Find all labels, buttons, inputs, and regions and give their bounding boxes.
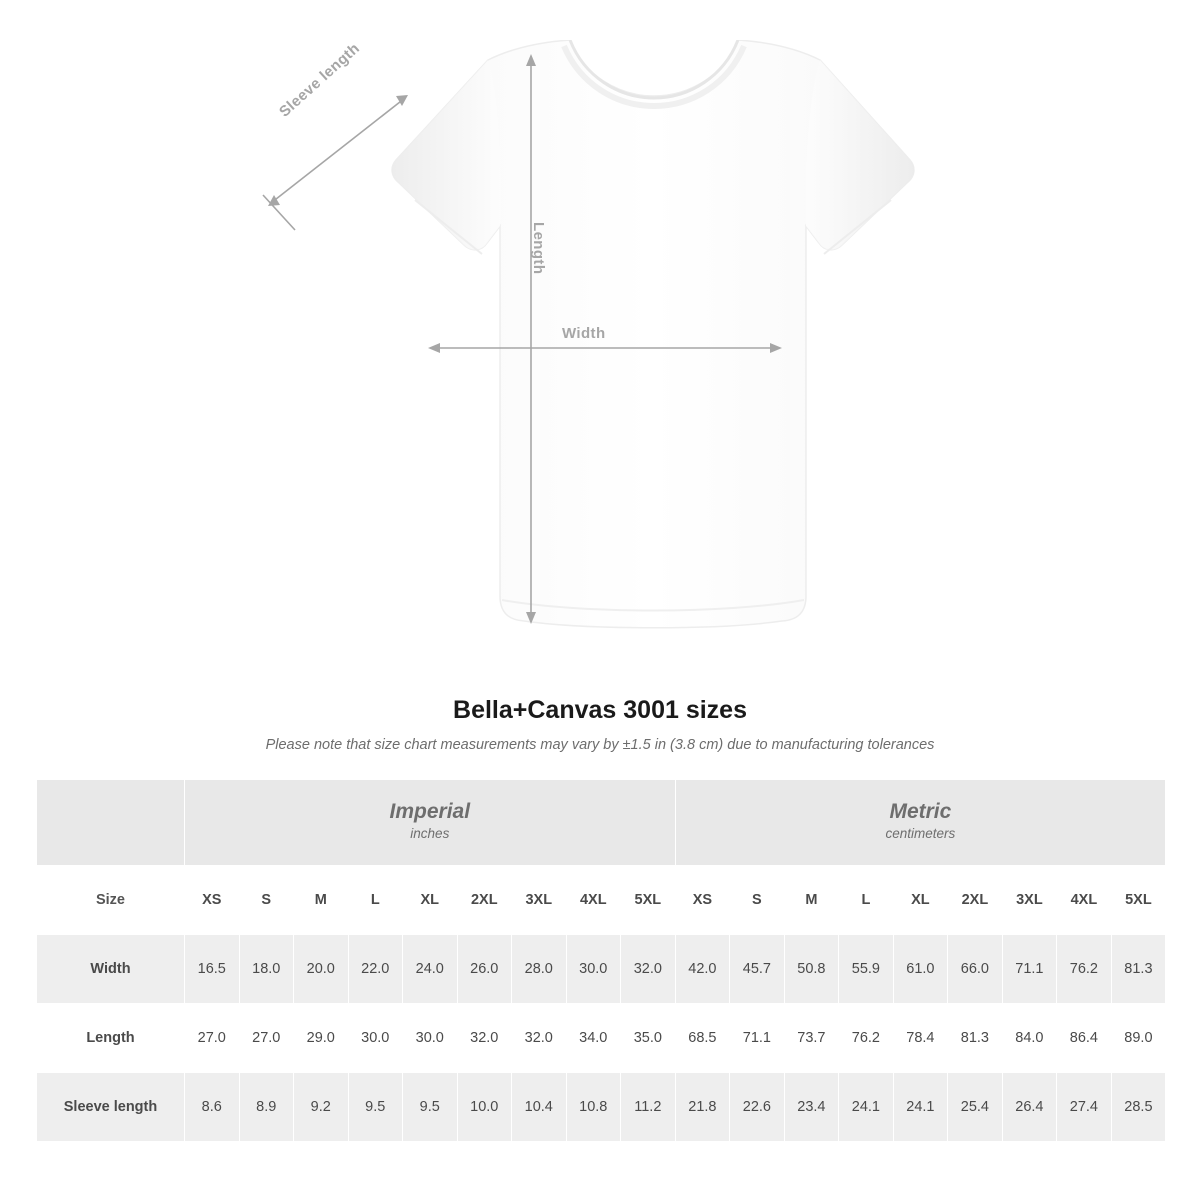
table-head	[37, 780, 1166, 935]
cell: 71.1	[730, 1004, 785, 1073]
cell: 27.0	[239, 1004, 294, 1073]
cell: 86.4	[1057, 1004, 1112, 1073]
cell: 34.0	[566, 1004, 621, 1073]
cell: 8.9	[239, 1073, 294, 1142]
row-label-width: Width	[37, 935, 185, 1004]
size-col-header: S	[730, 866, 785, 935]
cell: 29.0	[294, 1004, 349, 1073]
table-body	[37, 935, 1166, 1142]
tolerance-note: Please note that size chart measurements may vary by ±1.5 in (3.8 cm) due to manufacturing tolerances	[265, 737, 935, 753]
size-col-header: 4XL	[1057, 866, 1112, 935]
cell: 9.5	[403, 1073, 458, 1142]
size-col-header: 5XL	[1111, 866, 1166, 935]
cell: 24.0	[403, 935, 458, 1004]
size-col-header: 4XL	[566, 866, 621, 935]
cell: 89.0	[1111, 1004, 1166, 1073]
cell: 28.5	[1111, 1073, 1166, 1142]
cell: 32.0	[457, 1004, 512, 1073]
measurement-lines	[250, 40, 950, 660]
unit-imperial-name: Imperial	[389, 800, 471, 824]
size-col-header: L	[839, 866, 894, 935]
cell: 9.5	[348, 1073, 403, 1142]
size-col-header: L	[348, 866, 403, 935]
unit-header-row	[37, 780, 1166, 866]
size-col-header: XL	[893, 866, 948, 935]
cell: 27.0	[185, 1004, 240, 1073]
size-col-header: M	[784, 866, 839, 935]
cell: 61.0	[893, 935, 948, 1004]
length-label: Length	[530, 222, 547, 275]
unit-metric	[675, 780, 1166, 866]
cell: 24.1	[893, 1073, 948, 1142]
table-row	[37, 1004, 1166, 1073]
cell: 78.4	[893, 1004, 948, 1073]
size-col-header: S	[239, 866, 294, 935]
cell: 10.0	[457, 1073, 512, 1142]
cell: 66.0	[948, 935, 1003, 1004]
cell: 20.0	[294, 935, 349, 1004]
size-col-header: XL	[403, 866, 458, 935]
cell: 42.0	[675, 935, 730, 1004]
table-row	[37, 1073, 1166, 1142]
size-header-label: Size	[37, 866, 185, 935]
cell: 8.6	[185, 1073, 240, 1142]
cell: 23.4	[784, 1073, 839, 1142]
cell: 71.1	[1002, 935, 1057, 1004]
cell: 30.0	[566, 935, 621, 1004]
sleeve-length-label: Sleeve length	[276, 39, 364, 121]
cell: 73.7	[784, 1004, 839, 1073]
size-header-row	[37, 866, 1166, 935]
cell: 35.0	[621, 1004, 676, 1073]
cell: 27.4	[1057, 1073, 1112, 1142]
cell: 10.4	[512, 1073, 567, 1142]
cell: 76.2	[839, 1004, 894, 1073]
size-col-header: 5XL	[621, 866, 676, 935]
cell: 81.3	[1111, 935, 1166, 1004]
cell: 76.2	[1057, 935, 1112, 1004]
size-col-header: M	[294, 866, 349, 935]
cell: 24.1	[839, 1073, 894, 1142]
size-table	[36, 779, 1166, 1142]
cell: 25.4	[948, 1073, 1003, 1142]
size-col-header: 2XL	[457, 866, 512, 935]
cell: 84.0	[1002, 1004, 1057, 1073]
page-title: Bella+Canvas 3001 sizes	[453, 696, 747, 724]
unit-metric-sub: centimeters	[885, 826, 956, 842]
table-row	[37, 935, 1166, 1004]
cell: 68.5	[675, 1004, 730, 1073]
cell: 81.3	[948, 1004, 1003, 1073]
cell: 28.0	[512, 935, 567, 1004]
cell: 22.0	[348, 935, 403, 1004]
unit-metric-name: Metric	[889, 800, 952, 824]
cell: 11.2	[621, 1073, 676, 1142]
unit-imperial-sub: inches	[410, 826, 450, 842]
cell: 32.0	[512, 1004, 567, 1073]
width-label: Width	[562, 325, 606, 342]
cell: 32.0	[621, 935, 676, 1004]
cell: 18.0	[239, 935, 294, 1004]
cell: 30.0	[403, 1004, 458, 1073]
cell: 26.0	[457, 935, 512, 1004]
chart-header	[0, 696, 1200, 753]
cell: 22.6	[730, 1073, 785, 1142]
cell: 45.7	[730, 935, 785, 1004]
size-col-header: 3XL	[512, 866, 567, 935]
row-label-length: Length	[37, 1004, 185, 1073]
cell: 16.5	[185, 935, 240, 1004]
cell: 10.8	[566, 1073, 621, 1142]
cell: 50.8	[784, 935, 839, 1004]
row-label-sleeve-length: Sleeve length	[37, 1073, 185, 1142]
size-col-header: 3XL	[1002, 866, 1057, 935]
cell: 9.2	[294, 1073, 349, 1142]
unit-imperial	[185, 780, 676, 866]
cell: 30.0	[348, 1004, 403, 1073]
cell: 55.9	[839, 935, 894, 1004]
size-table-container	[36, 779, 1164, 1142]
size-col-header: 2XL	[948, 866, 1003, 935]
size-col-header: XS	[675, 866, 730, 935]
cell: 26.4	[1002, 1073, 1057, 1142]
corner-cell	[37, 780, 185, 866]
cell: 21.8	[675, 1073, 730, 1142]
size-col-header: XS	[185, 866, 240, 935]
